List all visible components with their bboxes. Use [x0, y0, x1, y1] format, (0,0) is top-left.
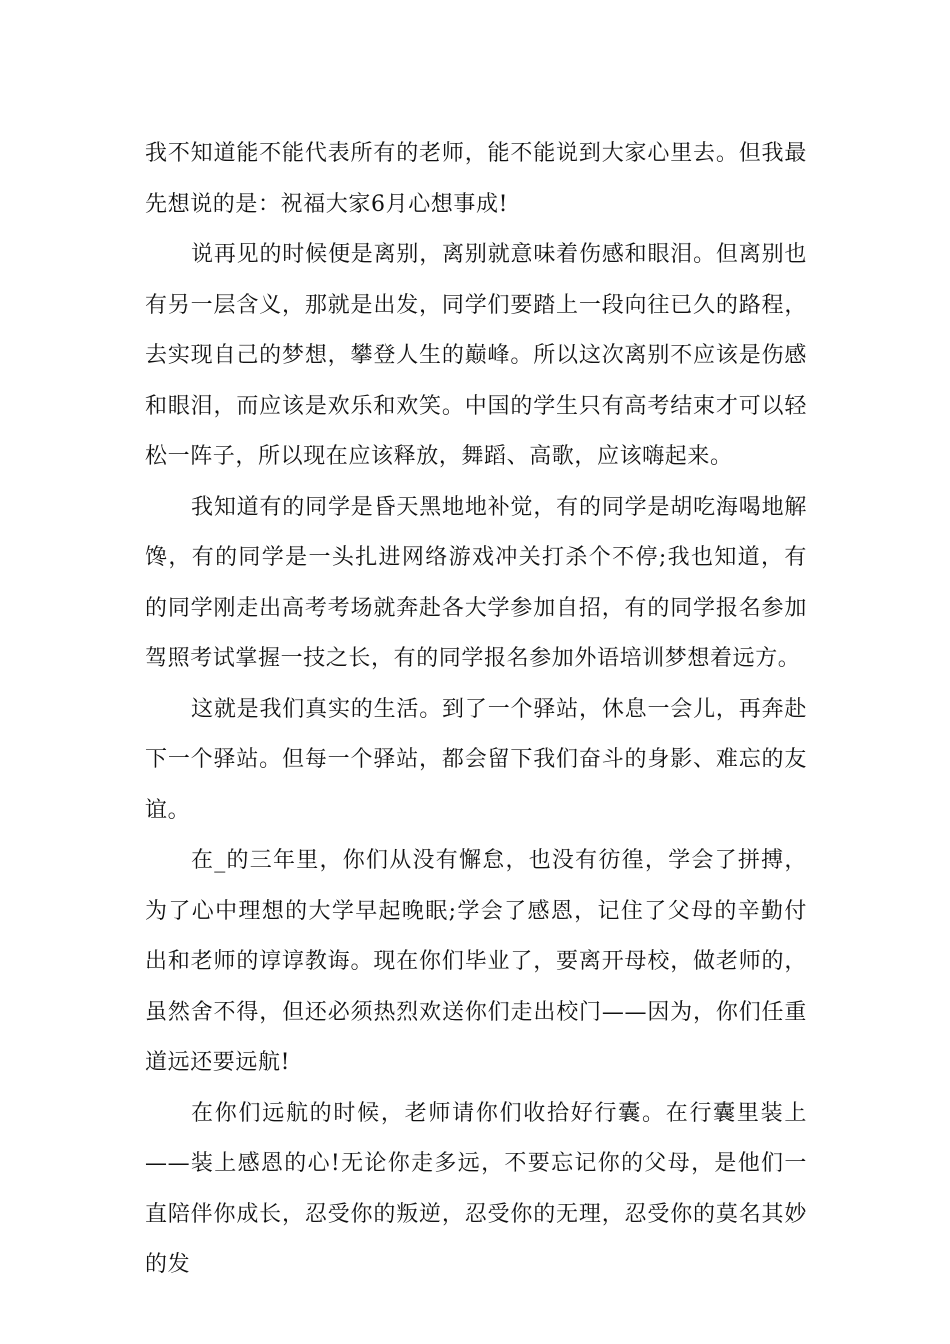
- paragraph-6: 在你们远航的时候，老师请你们收拾好行囊。在行囊里装上——装上感恩的心!无论你走多远，不要忘记你的父母，是他们一直陪伴你成长，忍受你的叛逆，忍受你的无理，忍受你的莫名其妙的发: [145, 1100, 807, 1277]
- document-body: [145, 129, 807, 1291]
- paragraph-3: 我知道有的同学是昏天黑地地补觉，有的同学是胡吃海喝地解馋，有的同学是一头扎进网络游戏冲关打杀个不停;我也知道，有的同学刚走出高考考场就奔赴各大学参加自招，有的同学报名参加驾照考试掌握一技之长，有的同学报名参加外语培训梦想着远方。: [145, 494, 807, 671]
- paragraph-4: 这就是我们真实的生活。到了一个驿站，休息一会儿，再奔赴下一个驿站。但每一个驿站，都会留下我们奋斗的身影、难忘的友谊。: [145, 696, 807, 823]
- paragraph-1: 我不知道能不能代表所有的老师，能不能说到大家心里去。但我最先想说的是：祝福大家6月心想事成!: [145, 141, 807, 217]
- paragraph-2: 说再见的时候便是离别，离别就意味着伤感和眼泪。但离别也有另一层含义，那就是出发，同学们要踏上一段向往已久的路程，去实现自己的梦想，攀登人生的巅峰。所以这次离别不应该是伤感和眼泪，而应该是欢乐和欢笑。中国的学生只有高考结束才可以轻松一阵子，所以现在应该释放，舞蹈、高歌，应该嗨起来。: [145, 242, 807, 469]
- paragraph-5: 在_的三年里，你们从没有懈怠，也没有彷徨，学会了拼搏，为了心中理想的大学早起晚眠;学会了感恩，记住了父母的辛勤付出和老师的谆谆教诲。现在你们毕业了，要离开母校，做老师的，虽然舍不得，但还必须热烈欢送你们走出校门——因为，你们任重道远还要远航!: [145, 848, 807, 1075]
